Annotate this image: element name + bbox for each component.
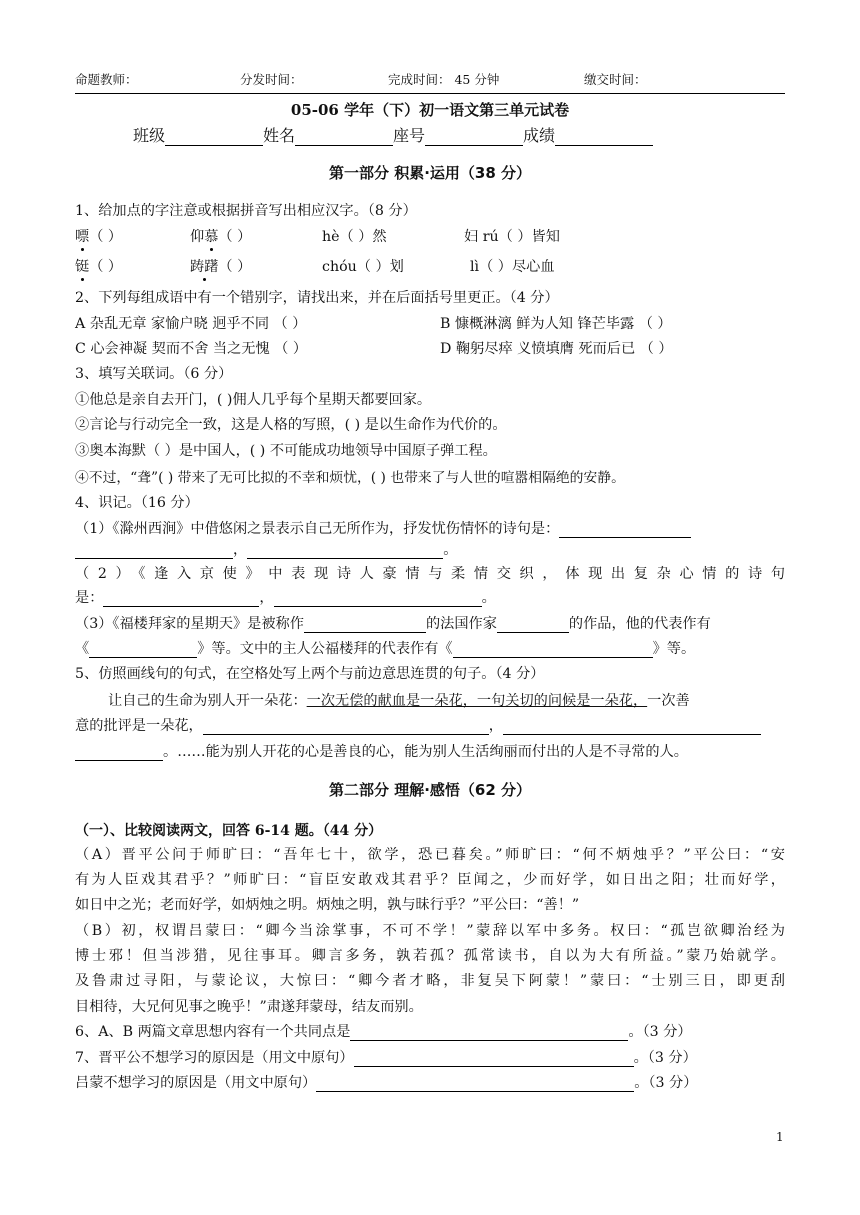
q4-line: （1）《滁州西涧》中借悠闲之景表示自己无所作为，抒发忧伤情怀的诗句是： — [75, 518, 691, 538]
header-submit-time: 缴交时间： — [584, 72, 647, 87]
answer-blank[interactable] — [75, 745, 163, 761]
page-number: 1 — [776, 1130, 784, 1144]
name-label: 姓名 — [263, 126, 296, 145]
header-rule — [75, 93, 785, 94]
seat-blank[interactable] — [425, 130, 523, 146]
passage-a-line: 如日中之光；老而好学，如炳烛之明。炳烛之明，孰与昧行乎？”平公曰：“善！” — [75, 897, 580, 913]
answer-blank[interactable] — [559, 522, 691, 538]
q4-line: ， 。 — [75, 539, 457, 559]
name-blank[interactable] — [295, 130, 393, 146]
q1-item: 踌躇（ ） — [190, 259, 252, 275]
q1-item: chóu（ ）划 — [322, 259, 404, 275]
q1-item: lì（ ）尽心血 — [470, 259, 555, 275]
q1-item: 铤（ ） — [75, 259, 123, 275]
q5-stem: 5、仿照画线句的句式，在空格处写上两个与前边意思连贯的句子。（4 分） — [75, 666, 545, 682]
answer-blank[interactable] — [350, 1025, 628, 1041]
passage-a-line: 有为人臣戏其君乎？”师旷曰：“盲臣安敢戏其君乎？臣闻之，少而好学，如日出之阳；壮而好学， — [75, 872, 785, 888]
passage-b-line: （B）初，权谓吕蒙曰：“卿今当涂掌事，不可不学！”蒙辞以军中多务。权曰：“孤岂欲卿治经为 — [75, 923, 785, 939]
q4-line: 是： ， 。 — [75, 590, 496, 606]
passage-b-line: 及鲁肃过寻阳，与蒙论议，大惊曰：“卿今者才略，非复吴下阿蒙！”蒙曰：“士别三日，即更刮 — [75, 973, 785, 989]
header-teacher: 命题教师： — [75, 72, 138, 87]
passage-b-line: 博士邪！但当涉猎，见往事耳。卿言多务，孰若孤？孤常读书，自以为大有所益。”蒙乃始就学。 — [75, 948, 785, 964]
answer-blank[interactable] — [274, 591, 482, 607]
q7-line: 7、晋平公不想学习的原因是（用文中原句） 。（3 分） — [75, 1050, 697, 1066]
answer-blank[interactable] — [503, 719, 761, 735]
answer-blank[interactable] — [75, 543, 233, 559]
underlined-example: 一次无偿的献血是一朵花，一句关切的问候是一朵花， — [306, 693, 648, 709]
q3-stem: 3、填写关联词。（6 分） — [75, 366, 233, 382]
student-info-line — [133, 123, 653, 146]
q7-line: 吕蒙不想学习的原因是（用文中原句） 。（3 分） — [75, 1075, 698, 1091]
class-label: 班级 — [133, 126, 166, 145]
q3-line: ①他总是亲自去开门，( )佣人几乎每个星期天都要回家。 — [75, 392, 432, 408]
q3-line: ③奥本海默（ ）是中国人，( ) 不可能成功地领导中国原子弹工程。 — [75, 443, 497, 459]
q4-line: 《 》等。文中的主人公福楼拜的代表作有《 》等。 — [75, 641, 696, 657]
answer-blank[interactable] — [203, 719, 489, 735]
q4-stem: 4、识记。（16 分） — [75, 495, 199, 511]
q6-line: 6、A、B 两篇文章思想内容有一个共同点是 。（3 分） — [75, 1024, 692, 1040]
q3-line: ②言论与行动完全一致，这是人格的写照，( ) 是以生命作为代价的。 — [75, 417, 507, 433]
q1-item: 嘌（ ） — [75, 229, 123, 245]
q2-stem: 2、下列每组成语中有一个错别字，请找出来，并在后面括号里更正。（4 分） — [75, 290, 559, 306]
part1-heading: 第一部分 积累·运用（38 分） — [328, 164, 532, 182]
header-finish-time: 完成时间： 45 分钟 — [388, 72, 500, 87]
passage-a-line: （A）晋平公问于师旷曰：“吾年七十，欲学，恐已暮矣。”师旷曰：“何不炳烛乎？”平公曰：“安 — [75, 847, 785, 863]
section-one-heading: （一）、比较阅读两文，回答 6-14 题。（44 分） — [75, 823, 383, 839]
answer-blank[interactable] — [247, 543, 443, 559]
q1-item: 妇 rú（ ）皆知 — [464, 229, 560, 245]
q5-line: 让自己的生命为别人开一朵花：一次无偿的献血是一朵花，一句关切的问候是一朵花，一次善 — [108, 693, 690, 709]
answer-blank[interactable] — [103, 591, 259, 607]
answer-blank[interactable] — [354, 1051, 634, 1067]
q4-line: （2）《逢入京使》中表现诗人豪情与柔情交织，体现出复杂心情的诗句 — [75, 566, 785, 582]
q2-option-a: A 杂乱无章 家愉户晓 迥乎不同 （ ） — [75, 316, 307, 332]
header-issue-time: 分发时间： — [240, 72, 303, 87]
answer-blank[interactable] — [89, 642, 197, 658]
class-blank[interactable] — [165, 130, 263, 146]
seat-label: 座号 — [393, 126, 426, 145]
answer-blank[interactable] — [316, 1076, 634, 1092]
q5-line: 意的批评是一朵花， ， — [75, 715, 761, 735]
answer-blank[interactable] — [453, 642, 653, 658]
exam-title: 05-06 学年（下）初一语文第三单元试卷 — [290, 101, 570, 119]
part2-heading: 第二部分 理解·感悟（62 分） — [328, 781, 532, 799]
q5-line: 。……能为别人开花的心是善良的心，能为别人生活绚丽而付出的人是不寻常的人。 — [75, 741, 688, 761]
q4-line: （3）《福楼拜家的星期天》是被称作 的法国作家 的作品，他的代表作有 — [75, 616, 711, 632]
answer-blank[interactable] — [304, 617, 426, 633]
score-blank[interactable] — [555, 130, 653, 146]
q2-option-c: C 心会神凝 契而不舍 当之无愧 （ ） — [75, 341, 308, 357]
q1-item: hè（ ）然 — [322, 229, 387, 245]
q2-option-d: D 鞠躬尽瘁 义愤填膺 死而后已 （ ） — [440, 341, 673, 357]
answer-blank[interactable] — [497, 617, 569, 633]
q3-line: ④不过，“聋”( ) 带来了无可比拟的不幸和烦忧，( ) 也带来了与人世的喧嚣相隔绝的安静。 — [75, 470, 625, 486]
q2-option-b: B 慷概淋漓 鲜为人知 锋芒毕露 （ ） — [440, 316, 672, 332]
score-label: 成绩 — [523, 126, 556, 145]
q1-stem: 1、给加点的字注意或根据拼音写出相应汉字。（8 分） — [75, 203, 417, 219]
passage-b-line: 目相待，大兄何见事之晚乎！”肃遂拜蒙母，结友而别。 — [75, 999, 423, 1015]
q1-item: 仰慕（ ） — [190, 229, 252, 245]
